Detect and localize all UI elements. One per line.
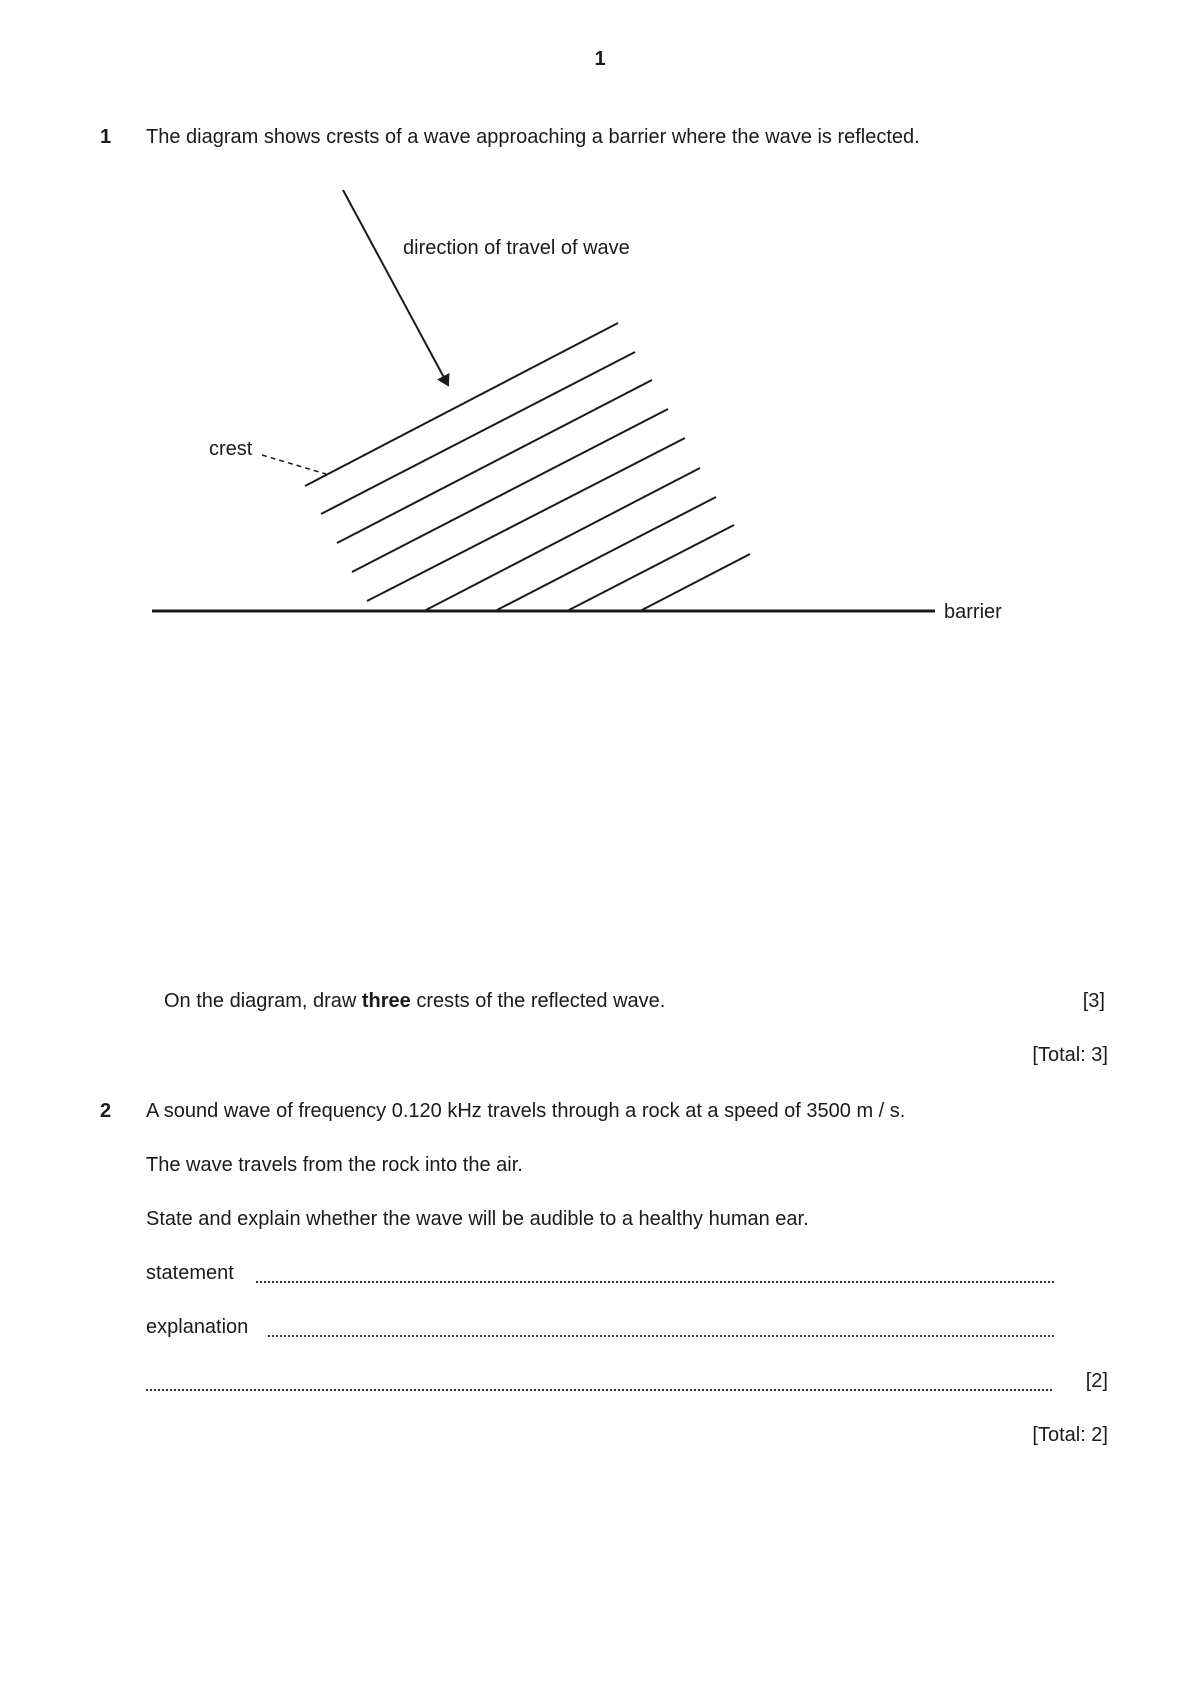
question-1-marks: [3] [1082,990,1105,1012]
crest-line [321,352,635,514]
question-1-instruction: On the diagram, draw three crests of the reflected wave. [164,990,666,1012]
explanation-label: explanation [146,1316,249,1338]
crest-line [426,468,700,610]
page-number: 1 [594,48,606,70]
crest-label: crest [209,438,253,460]
direction-label: direction of travel of wave [403,237,630,259]
barrier-label: barrier [944,601,1002,623]
explanation-answer-line-2[interactable] [146,1389,1052,1391]
statement-label: statement [146,1262,234,1284]
direction-arrow [343,190,448,385]
wave-reflection-diagram[interactable] [0,0,1200,700]
crest-line [337,380,652,543]
question-2-marks: [2] [1085,1370,1108,1392]
crest-line [352,409,668,572]
crest-line [642,554,750,610]
crest-line [367,438,685,601]
crest-line [569,525,734,610]
crest-line [497,497,716,610]
question-2-total: [Total: 2] [1032,1424,1108,1446]
wave-crests [305,323,750,610]
question-2-text-1: A sound wave of frequency 0.120 kHz travels through a rock at a speed of 3500 m / s. [146,1100,906,1122]
question-1-text: The diagram shows crests of a wave approaching a barrier where the wave is reflected. [146,126,920,148]
explanation-answer-line[interactable] [268,1335,1054,1337]
question-2-text-3: State and explain whether the wave will be audible to a healthy human ear. [146,1208,809,1230]
question-2-number: 2 [100,1100,112,1122]
crest-line [305,323,618,486]
crest-leader-line [262,455,326,474]
statement-answer-line[interactable] [256,1281,1054,1283]
question-2-text-2: The wave travels from the rock into the air. [146,1154,523,1176]
question-1-total: [Total: 3] [1032,1044,1108,1066]
question-1-number: 1 [100,126,112,148]
